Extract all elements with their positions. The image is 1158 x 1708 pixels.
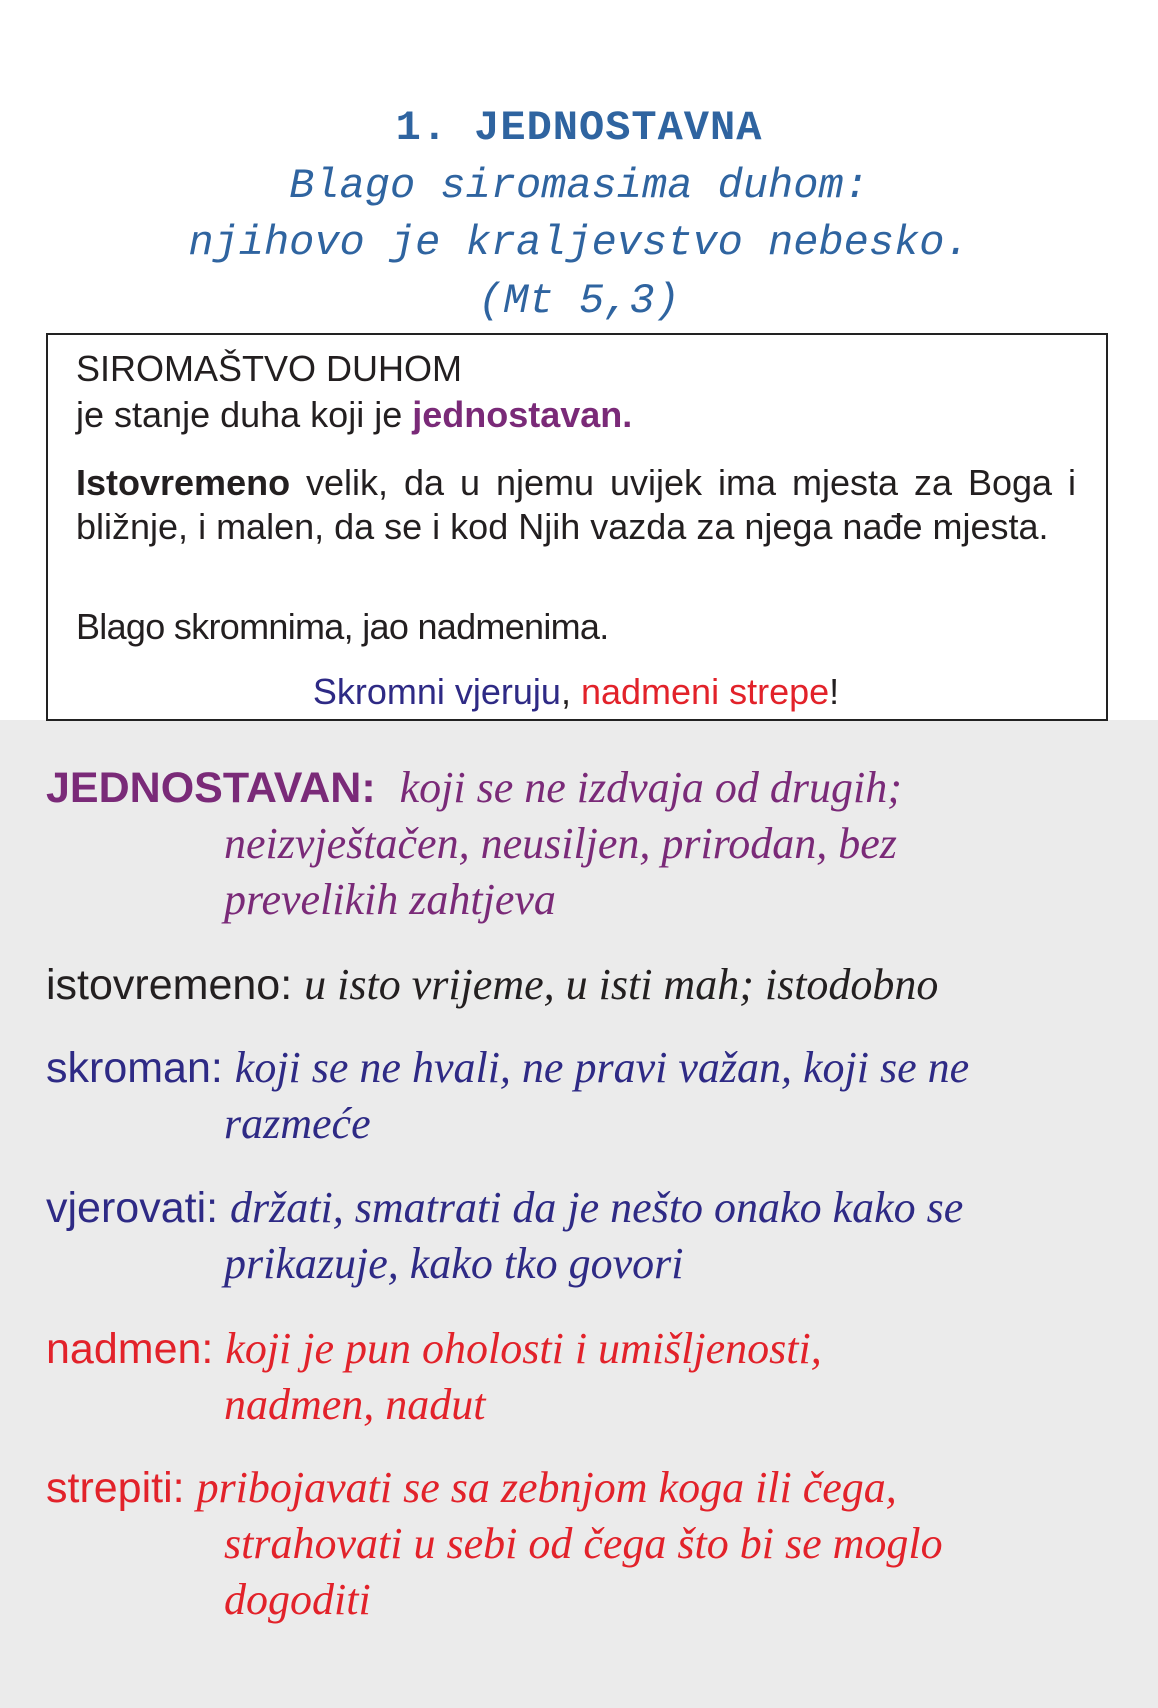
definition-istovremeno: istovremeno: u isto vrijeme, u isti mah; istodobno [46, 960, 939, 1009]
definition-term: skroman: [46, 1044, 223, 1092]
verse-line-2: njihovo je kraljevstvo nebesko. [188, 219, 970, 267]
explanation-box [46, 333, 1108, 721]
header [0, 0, 1158, 330]
emphasis-jednostavan: jednostavan. [412, 394, 633, 435]
definition-strepiti: strepiti: pribojavati se sa zebnjom koga ili čega, strahovati u sebi od čega što bi se moglo dogoditi [46, 1463, 943, 1624]
definition-term: vjerovati: [46, 1184, 219, 1232]
definition-term: JEDNOSTAVAN: [46, 764, 376, 812]
definition-term: nadmen: [46, 1325, 214, 1373]
beatitude-title: 1. JEDNOSTAVNA [395, 104, 763, 152]
box-heading: SIROMAŠTVO DUHOM [76, 348, 463, 389]
definition-nadmen: nadmen: koji je pun oholosti i umišljenosti, nadmen, nadut [46, 1324, 822, 1429]
verse-line-1: Blago siromasima duhom: [289, 162, 869, 210]
definition-jednostavan: JEDNOSTAVAN: koji se ne izdvaja od drugih; neizvještačen, neusiljen, prirodan, bez prevelikih zahtjeva [46, 763, 902, 924]
box-paragraph: Istovremeno velik, da u njemu uvijek ima mjesta za Boga i bližnje, i malen, da se i kod Njih vazda za njega nađe mjesta. [76, 462, 1076, 547]
definition-term: strepiti: [46, 1464, 185, 1512]
box-closing-line: Skromni vjeruju, nadmeni strepe! [312, 671, 840, 712]
definition-term: istovremeno: [46, 961, 293, 1009]
verse-reference: (Mt 5,3) [478, 277, 680, 325]
para-bold-word: Istovremeno [76, 462, 291, 503]
box-blago-line: Blago skromnima, jao nadmenima. [76, 606, 609, 647]
definition-skroman: skroman: koji se ne hvali, ne pravi važan, koji se ne razmeće [46, 1043, 970, 1148]
box-line-2: je stanje duha koji je jednostavan. [76, 394, 633, 435]
definition-vjerovati: vjerovati: držati, smatrati da je nešto onako kako se prikazuje, kako tko govori [46, 1183, 964, 1288]
